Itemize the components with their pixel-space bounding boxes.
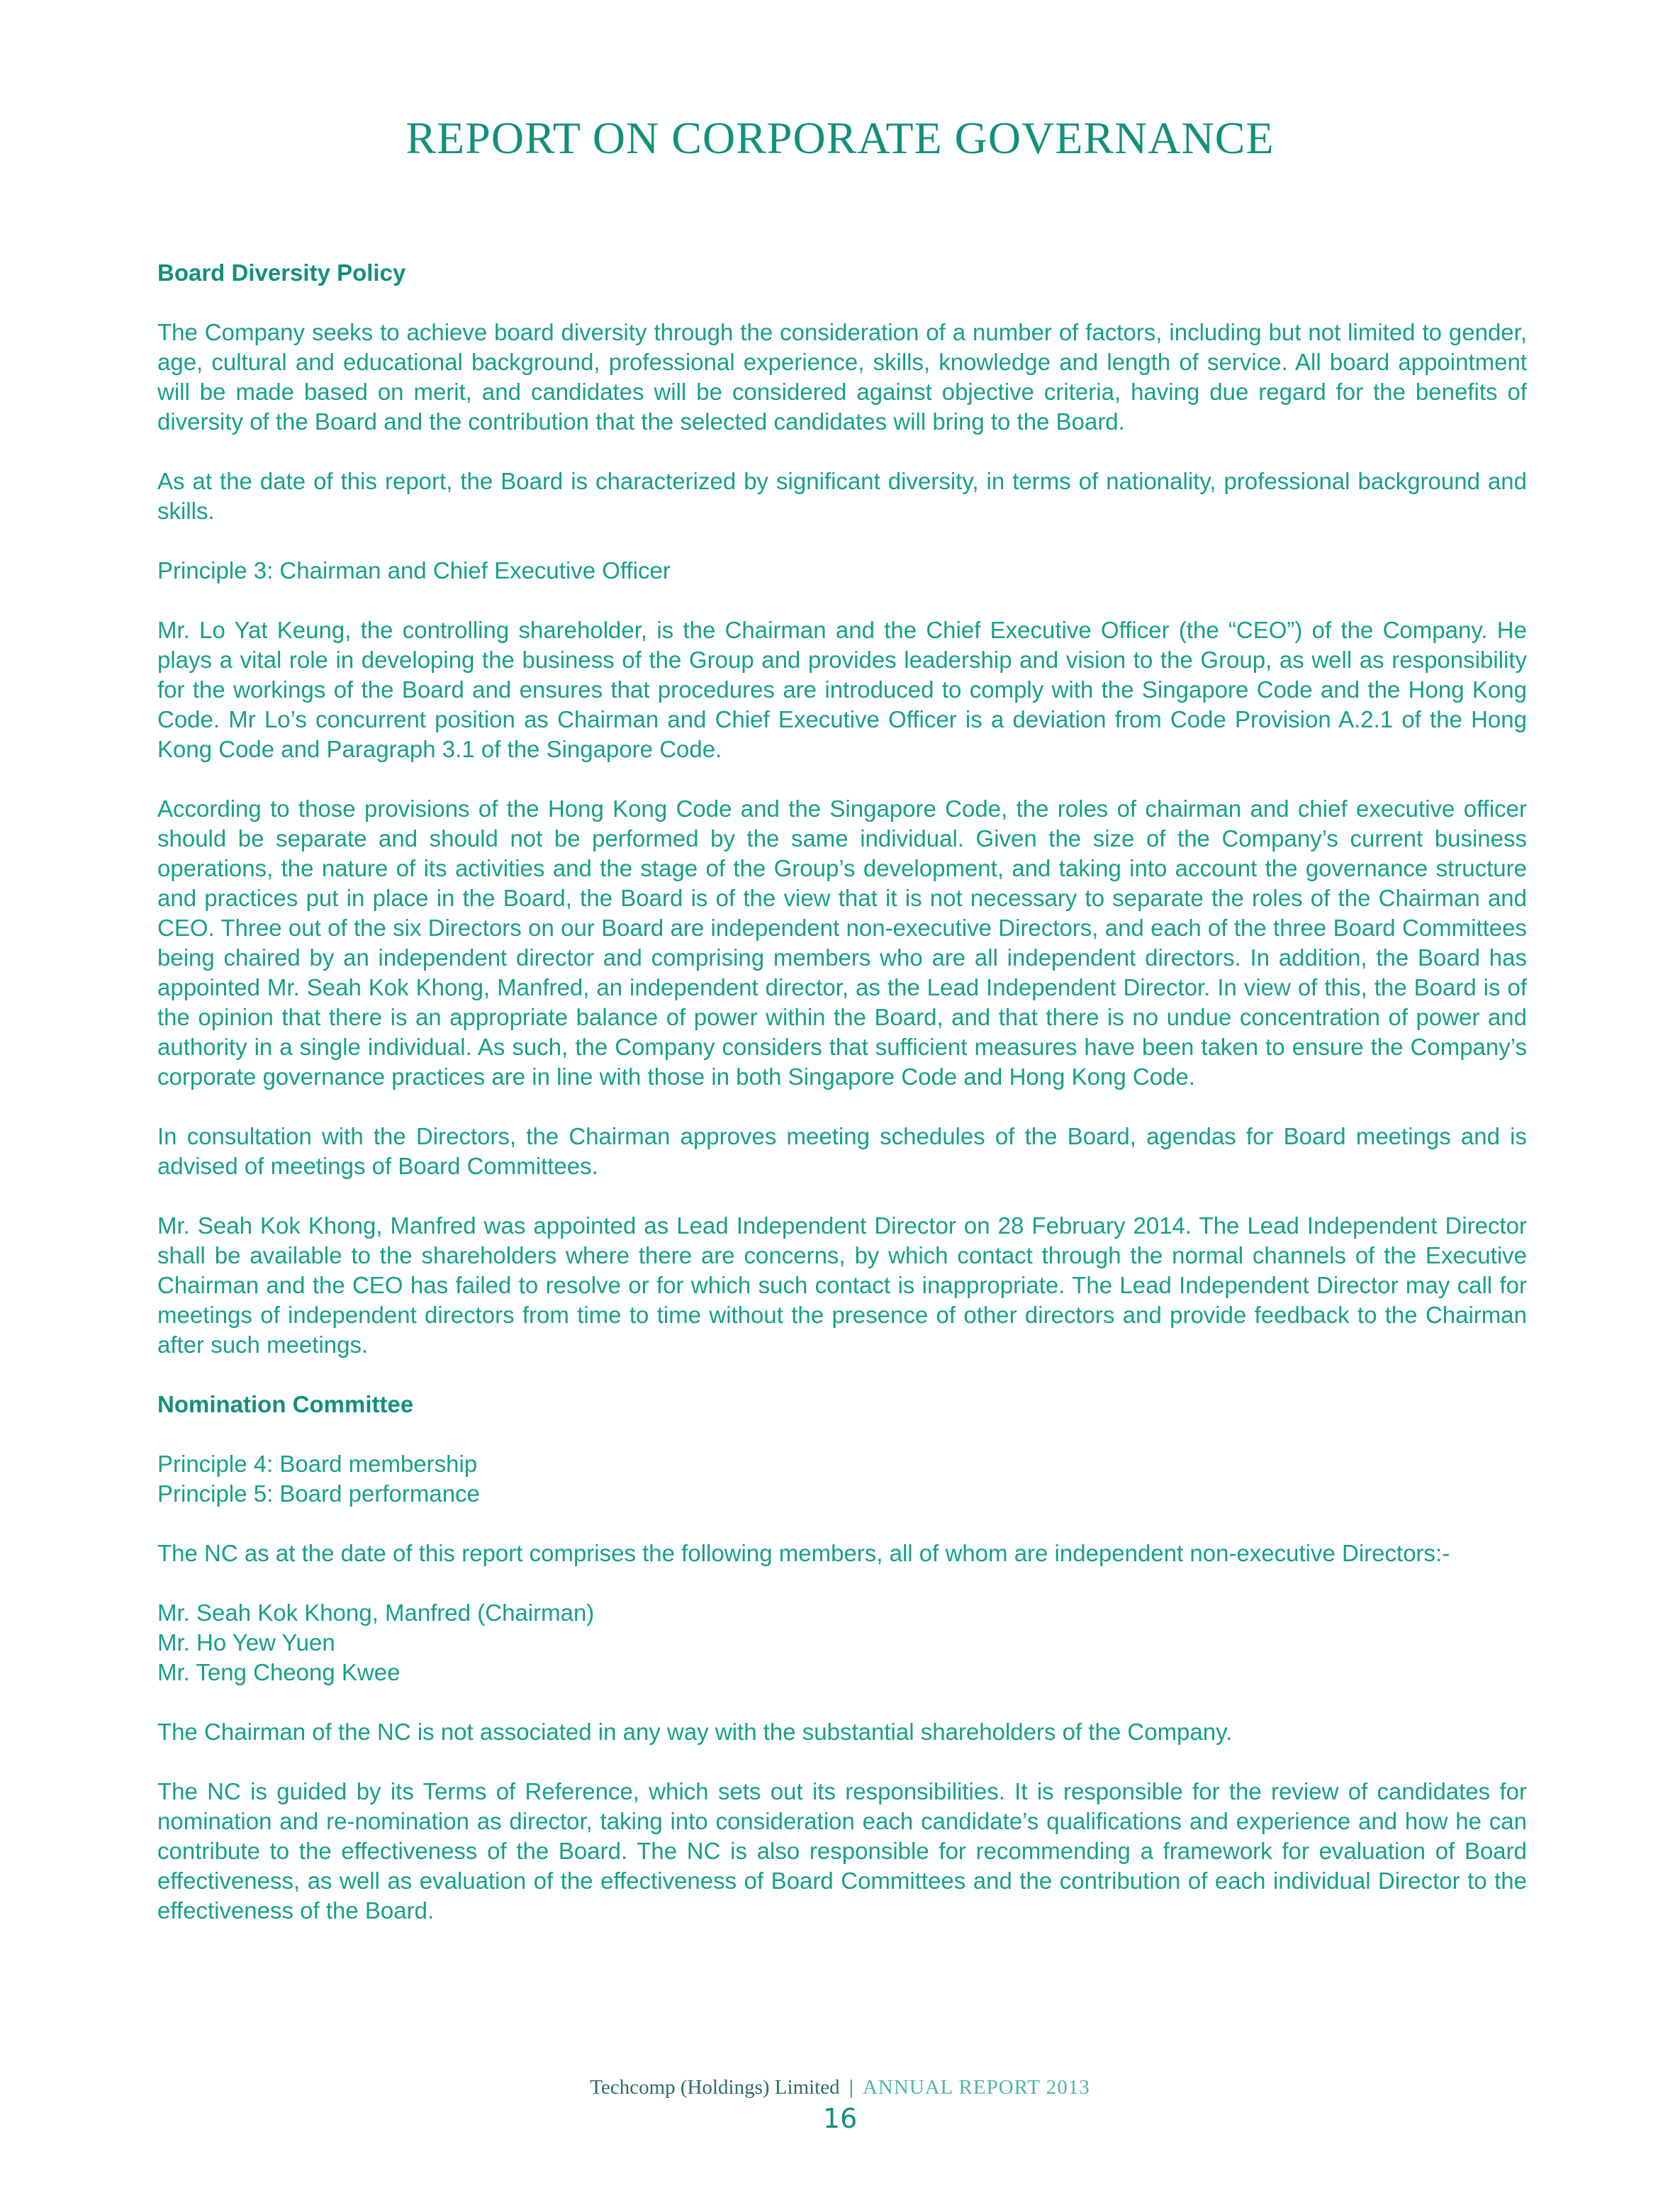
nc-members-list	[157, 1598, 1527, 1687]
principle-3-paragraph-4: Mr. Seah Kok Khong, Manfred was appointed as Lead Independent Director on 28 February 2014. The Lead Independent Director shall be available to the shareholders where there are concerns, by which contact through the normal channels of the Executive Chairman and the CEO has failed to resolve or for which such contact is inappropriate. The Lead Independent Director may call for meetings of independent directors from time to time without the presence of other directors and provide feedback to the Chairman after such meetings.	[157, 1212, 1527, 1358]
board-diversity-paragraph-1: The Company seeks to achieve board diversity through the consideration of a number of factors, including but not limited to gender, age, cultural and educational background, professional experience, skills, knowledge and length of service. All board appointment will be made based on merit, and candidates will be considered against objective criteria, having due regard for the benefits of diversity of the Board and the contribution that the selected candidates will bring to the Board.	[157, 319, 1527, 435]
principle-4: Principle 4: Board membership	[157, 1451, 478, 1477]
main-content	[157, 258, 1527, 1955]
page-title: REPORT ON CORPORATE GOVERNANCE	[405, 113, 1275, 163]
nc-member: Mr. Teng Cheong Kwee	[157, 1659, 401, 1685]
principle-3-paragraph-1: Mr. Lo Yat Keung, the controlling shareholder, is the Chairman and the Chief Executive Officer (the “CEO”) of the Company. He plays a vital role in developing the business of the Group and provides leadership and vision to the Group, as well as responsibility for the workings of the Board and ensures that procedures are introduced to comply with the Singapore Code and the Hong Kong Code. Mr Lo’s concurrent position as Chairman and Chief Executive Officer is a deviation from Code Provision A.2.1 of the Hong Kong Code and Paragraph 3.1 of the Singapore Code.	[157, 617, 1527, 762]
page-footer	[0, 2073, 1680, 2102]
nomination-committee-heading: Nomination Committee	[157, 1391, 414, 1417]
footer-report-name: ANNUAL REPORT 2013	[862, 2076, 1090, 2099]
nc-member: Mr. Seah Kok Khong, Manfred (Chairman)	[157, 1600, 595, 1626]
principle-3-paragraph-3: In consultation with the Directors, the Chairman approves meeting schedules of the Board, agendas for Board meetings and is advised of meetings of Board Committees.	[157, 1123, 1527, 1179]
principle-3-paragraph-2: According to those provisions of the Hong Kong Code and the Singapore Code, the roles of chairman and chief executive officer should be separate and should not be performed by the same individual. Given the size of the Company’s current business operations, the nature of its activities and the stage of the Group’s development, and taking into account the governance structure and practices put in place in the Board, the Board is of the view that it is not necessary to separate the roles of the Chairman and CEO. Three out of the six Directors on our Board are independent non-executive Directors, and each of the three Board Committees being chaired by an independent director and comprising members who are all independent directors. In addition, the Board has appointed Mr. Seah Kok Khong, Manfred, an independent director, as the Lead Independent Director. In view of this, the Board is of the opinion that there is an appropriate balance of power within the Board, and that there is no undue concentration of power and authority in a single individual. As such, the Company considers that sufficient measures have been taken to ensure the Company’s corporate governance practices are in line with those in both Singapore Code and Hong Kong Code.	[157, 796, 1527, 1090]
nc-intro-paragraph: The NC as at the date of this report comprises the following members, all of whom are independent non-executive Directors:-	[157, 1540, 1450, 1566]
footer-separator: |	[849, 2076, 853, 2099]
nc-member: Mr. Ho Yew Yuen	[157, 1629, 335, 1656]
principle-5: Principle 5: Board performance	[157, 1480, 480, 1507]
principles-list	[157, 1449, 1527, 1509]
nc-chairman-paragraph: The Chairman of the NC is not associated in any way with the substantial shareholders of the Company.	[157, 1719, 1233, 1745]
board-diversity-paragraph-2: As at the date of this report, the Board is characterized by significant diversity, in terms of nationality, professional background and skills.	[157, 468, 1527, 524]
footer-company-name: Techcomp (Holdings) Limited	[590, 2076, 840, 2099]
page-number: 16	[822, 2103, 858, 2134]
nc-terms-paragraph: The NC is guided by its Terms of Reference, which sets out its responsibilities. It is responsible for the review of candidates for nomination and re-nomination as director, taking into consideration each candidate’s qualifications and experience and how he can contribute to the effectiveness of the Board. The NC is also responsible for recommending a framework for evaluation of Board effectiveness, as well as evaluation of the effectiveness of Board Committees and the contribution of each individual Director to the effectiveness of the Board.	[157, 1778, 1527, 1924]
board-diversity-heading: Board Diversity Policy	[157, 259, 406, 286]
principle-3-title: Principle 3: Chairman and Chief Executive Officer	[157, 557, 671, 584]
